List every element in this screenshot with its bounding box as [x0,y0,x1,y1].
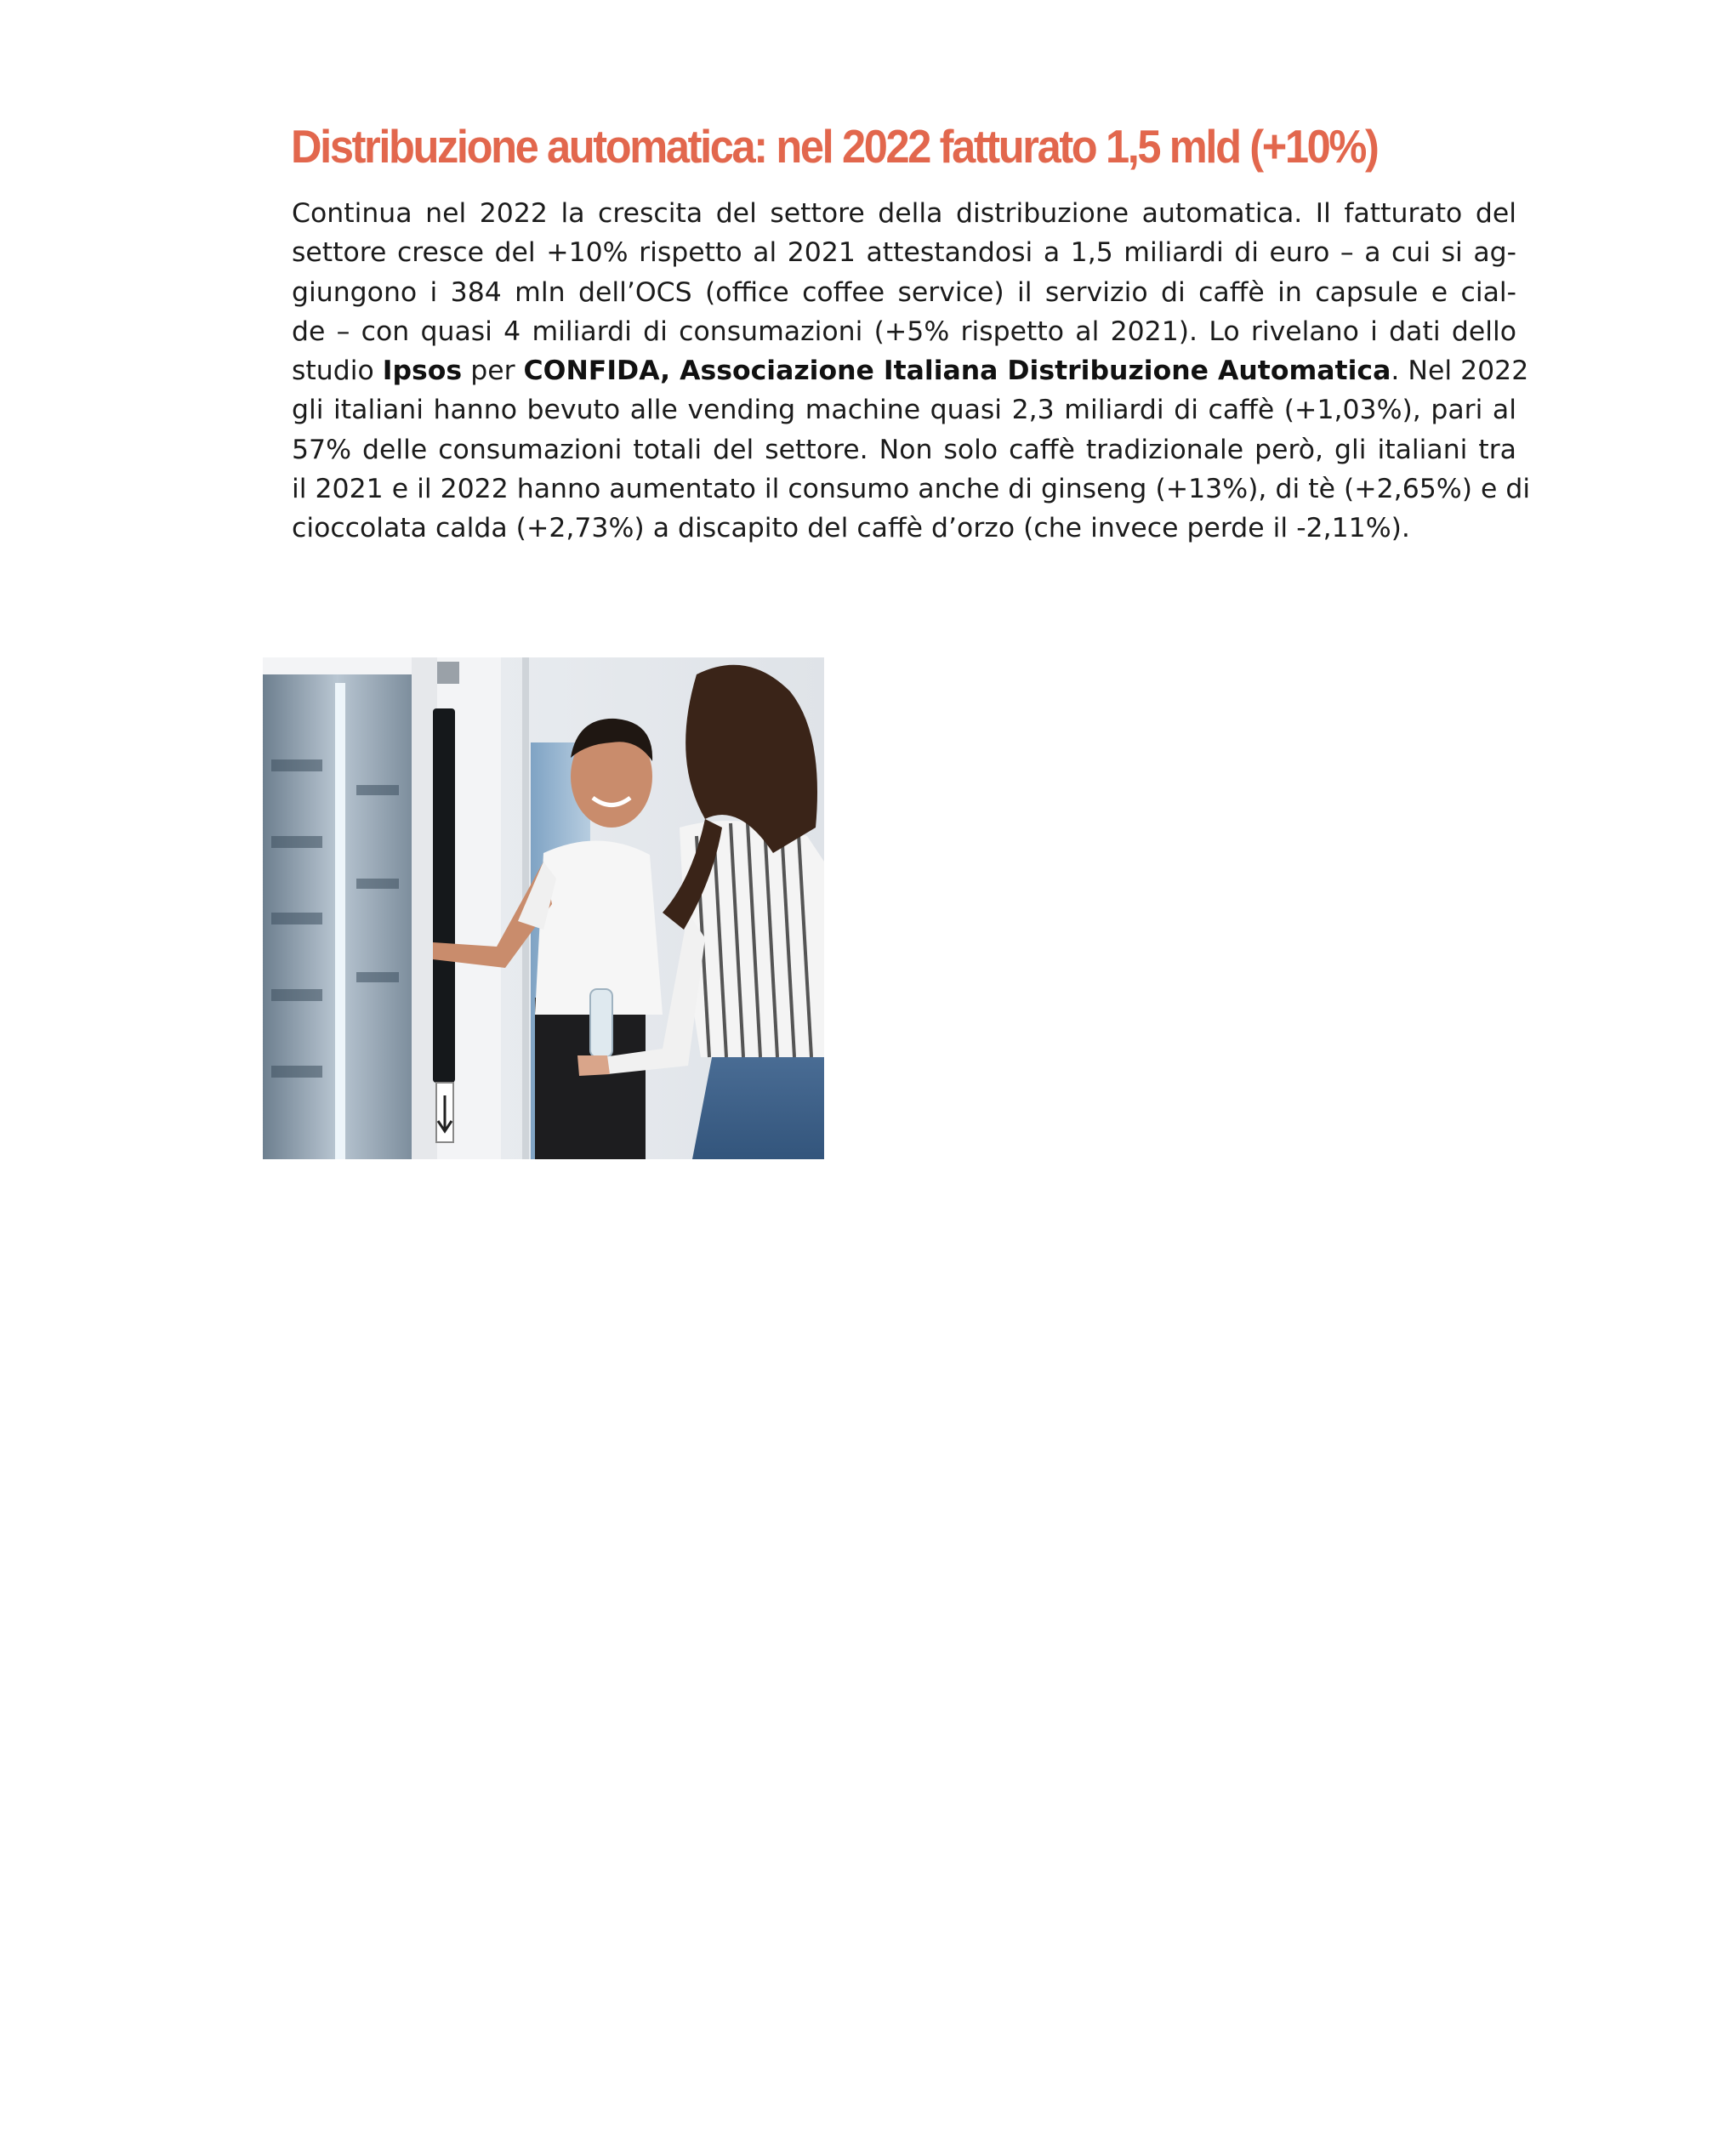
led-strip [335,683,345,1159]
body-line [292,351,1529,390]
bold-confida: CONFIDA, Associazione Italiana Distribuzione Automatica [523,356,1391,387]
body-line: cioccolata calda (+2,73%) a discapito del caffè d’orzo (che invece perde il -2,11%). [292,513,1410,544]
body-text-span: per [462,356,524,387]
qr-code-icon [437,662,459,684]
body-text-span: studio [292,356,383,387]
body-line: giungono i 384 mln dell’OCS (office coffee service) il servizio di caffè in capsule e cial- [292,276,1516,308]
body-line: gli italiani hanno bevuto alle vending machine quasi 2,3 miliardi di caffè (+1,03%), pari al [292,395,1516,426]
body-line: 57% delle consumazioni totali del settore. Non solo caffè tradizionale però, gli italiani tra [292,434,1516,465]
bold-ipsos: Ipsos [382,356,463,387]
body-line: de – con quasi 4 miliardi di consumazioni (+5% rispetto al 2021). Lo rivelano i dati dello [292,316,1516,347]
body-line: il 2021 e il 2022 hanno aumentato il consumo anche di ginseng (+13%), di tè (+2,65%) e di [292,474,1531,505]
vending-machine-photo [263,657,824,1159]
article-body [292,194,1531,549]
article-headline: Distribuzione automatica: nel 2022 fatturato 1,5 mld (+10%) [291,120,1378,173]
machine-control-panel [433,708,455,1083]
photo-illustration [263,657,824,1159]
body-line: settore cresce del +10% rispetto al 2021 attestandosi a 1,5 miliardi di euro – a cui si ag- [292,237,1516,269]
body-line: Continua nel 2022 la crescita del settore della distribuzione automatica. Il fatturato del [292,198,1516,229]
body-text-span: . Nel 2022 [1391,356,1529,387]
